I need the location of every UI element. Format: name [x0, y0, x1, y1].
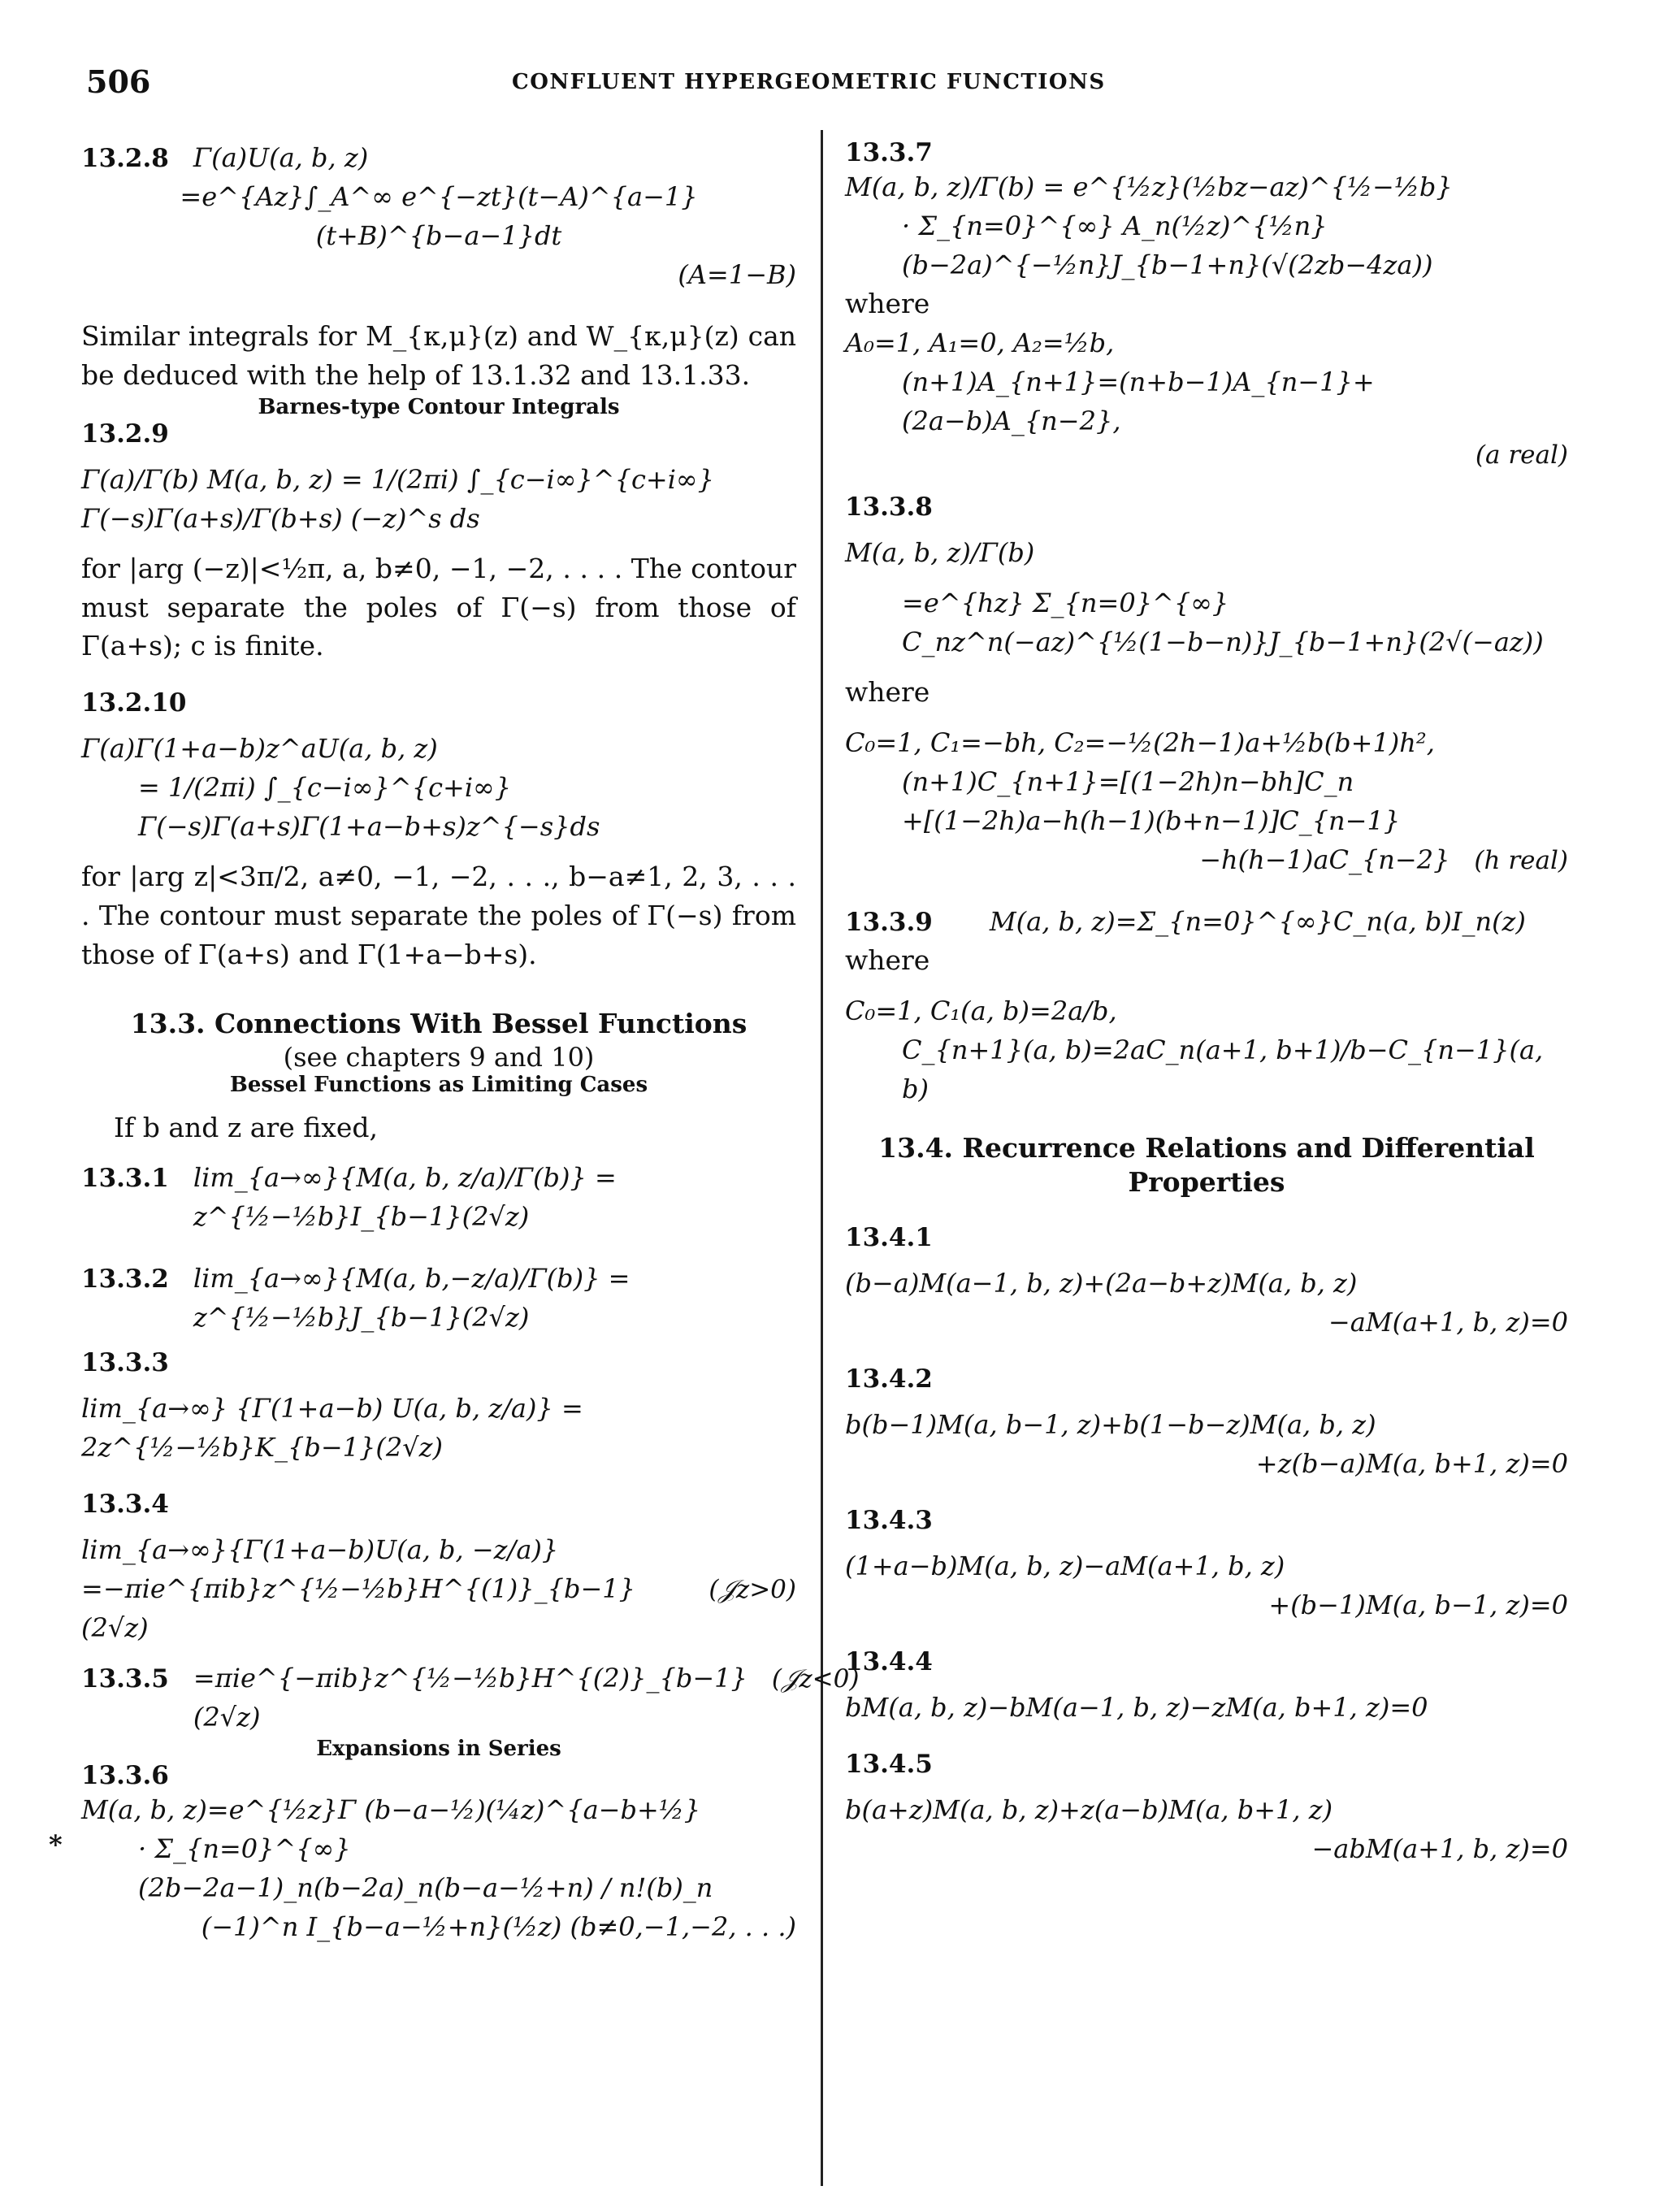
equation-number: 13.3.4 [81, 1490, 169, 1520]
paragraph: If b and z are fixed, [114, 1111, 379, 1143]
equation-line: C_{n+1}(a, b)=2aC_n(a+1, b+1)/b−C_{n−1}(a, b) [902, 1034, 1544, 1104]
equation-line: −abM(a+1, b, z)=0 [1311, 1833, 1568, 1865]
equation-number: 13.3.2 [81, 1264, 169, 1295]
equation-line: C₀=1, C₁=−bh, C₂=−½(2h−1)a+½b(b+1)h², [845, 726, 1435, 758]
subsection-heading: Bessel Functions as Limiting Cases [229, 1072, 648, 1097]
equation-line: −h(h−1)aC_{n−2} [1199, 844, 1450, 875]
where-label: where [845, 288, 930, 319]
equation-number: 13.4.5 [845, 1750, 933, 1780]
equation-line: A₀=1, A₁=0, A₂=½b, [845, 327, 1115, 358]
where-label: where [845, 675, 930, 708]
equation-13-3-2-row [81, 1259, 796, 1337]
equation-13-2-8-row [81, 138, 796, 177]
equation-line: +(b−1)M(a, b−1, z)=0 [1268, 1590, 1568, 1621]
subsection-heading: Barnes-type Contour Integrals [258, 394, 620, 419]
equation-row [845, 840, 1568, 879]
equation-13-3-5-row [81, 1659, 860, 1737]
equation-line: M(a, b, z)=e^{½z}Γ (b−a−½)(¼z)^{a−b+½} [81, 1794, 701, 1826]
equation-lhs: Γ(a)Γ(1+a−b)z^aU(a, b, z) [81, 733, 438, 765]
equation-line: C₀=1, C₁(a, b)=2a/b, [845, 995, 1117, 1026]
equation-condition: (𝒥z<0) [771, 1664, 860, 1694]
section-subtitle: (see chapters 9 and 10) [283, 1041, 595, 1073]
section-title: 13.3. Connections With Bessel Functions [130, 1007, 748, 1039]
equation-rhs: =e^{Az}∫_A^∞ e^{−zt}(t−A)^{a−1}(t+B)^{b−a−1}dt [180, 181, 698, 251]
equation-number: 13.3.1 [81, 1164, 169, 1194]
equation-number: 13.3.8 [845, 492, 933, 522]
equation-line: · Σ_{n=0}^{∞} A_n(½z)^{½n}(b−2a)^{−½n}J_{b−1+n}(√(2zb−4za)) [902, 210, 1433, 280]
paragraph: for |arg z|<3π/2, a≠0, −1, −2, . . ., b−a≠1, 2, 3, . . . . The contour must separate the poles of Γ(−s) from those of Γ(a+s) and Γ(1+a−b+s). [81, 861, 796, 970]
subsection-heading: Expansions in Series [316, 1737, 561, 1762]
equation-line: +z(b−a)M(a, b+1, z)=0 [1255, 1448, 1568, 1480]
equation-line: M(a, b, z)/Γ(b) = e^{½z}(½bz−az)^{½−½b} [845, 171, 1453, 202]
paragraph: Similar integrals for M_{κ,μ}(z) and W_{κ,μ}(z) can be deduced with the help of 13.1.32 and 13.1.33. [81, 320, 796, 391]
equation-13-3-9-row [845, 902, 1568, 941]
equation-formula: lim_{a→∞}{M(a, b,−z/a)/Γ(b)} = z^{½−½b}J_{b−1}(2√z) [193, 1263, 630, 1334]
equation-formula: lim_{a→∞}{M(a, b, z/a)/Γ(b)} = z^{½−½b}I_{b−1}(2√z) [193, 1162, 617, 1233]
equation-number: 13.4.1 [845, 1223, 933, 1253]
equation-rhs: =πie^{−πib}z^{½−½b}H^{(2)}_{b−1}(2√z) [193, 1663, 748, 1733]
paragraph: for |arg (−z)|<½π, a, b≠0, −1, −2, . . . . The contour must separate the poles of Γ(−s) from those of Γ(a+s); c is finite. [81, 552, 796, 662]
equation-condition: (A=1−B) [678, 259, 796, 290]
equation-number: 13.2.9 [81, 419, 169, 449]
equation-rhs-row [81, 1569, 796, 1647]
equation-formula: M(a, b, z)=Σ_{n=0}^{∞}C_n(a, b)I_n(z) [989, 905, 1526, 937]
equation-line: M(a, b, z)/Γ(b) [845, 536, 1035, 568]
equation-condition: (𝒥z>0) [708, 1575, 796, 1605]
equation-number: 13.2.8 [81, 144, 169, 173]
equation-number: 13.4.2 [845, 1364, 933, 1394]
equation-line: (n+1)C_{n+1}=[(1−2h)n−bh]C_n [902, 766, 1354, 797]
equation-condition: (h real) [1474, 845, 1568, 875]
equation-line: (n+1)A_{n+1}=(n+b−1)A_{n−1}+(2a−b)A_{n−2}, [902, 366, 1375, 436]
running-title: CONFLUENT HYPERGEOMETRIC FUNCTIONS [512, 70, 1106, 94]
equation-number: 13.4.4 [845, 1647, 933, 1677]
where-label: where [845, 943, 930, 976]
equation-line: −aM(a+1, b, z)=0 [1328, 1307, 1568, 1338]
left-column [49, 138, 860, 1946]
equation-line: b(a+z)M(a, b, z)+z(a−b)M(a, b+1, z) [845, 1794, 1333, 1826]
equation-number: 13.3.5 [81, 1664, 169, 1694]
equation-number: 13.3.3 [81, 1348, 169, 1378]
column-divider [821, 130, 823, 2186]
section-title: 13.4. Recurrence Relations and Differential Properties [878, 1131, 1535, 1199]
equation-line: · Σ_{n=0}^{∞} (2b−2a−1)_n(b−2a)_n(b−a−½+n) / n!(b)_n [138, 1833, 713, 1904]
equation-line: (−1)^n I_{b−a−½+n}(½z) (b≠0,−1,−2, . . .) [201, 1911, 796, 1943]
equation-rhs: =−πie^{πib}z^{½−½b}H^{(1)}_{b−1}(2√z) [81, 1573, 635, 1644]
page-number: 506 [86, 63, 151, 100]
equation-13-2-9: Γ(a)/Γ(b) M(a, b, z) = 1/(2πi) ∫_{c−i∞}^{c+i∞} Γ(−s)Γ(a+s)/Γ(b+s) (−z)^s ds [81, 463, 714, 534]
equation-rhs: = 1/(2πi) ∫_{c−i∞}^{c+i∞} Γ(−s)Γ(a+s)Γ(1+a−b+s)z^{−s}ds [138, 772, 600, 843]
equation-line: (1+a−b)M(a, b, z)−aM(a+1, b, z) [845, 1551, 1285, 1582]
equation-number: 13.3.6 [81, 1761, 169, 1791]
equation-number: 13.3.7 [845, 138, 933, 167]
right-column [845, 138, 1568, 1868]
equation-condition: (a real) [1475, 440, 1568, 470]
equation-formula: lim_{a→∞} {Γ(1+a−b) U(a, b, z/a)} = 2z^{½−½b}K_{b−1}(2√z) [81, 1393, 583, 1464]
equation-line: =e^{hz} Σ_{n=0}^{∞} C_nz^n(−az)^{½(1−b−n)}J_{b−1+n}(2√(−az)) [902, 587, 1544, 657]
equation-number: 13.2.10 [81, 688, 187, 718]
equation-number: 13.4.3 [845, 1506, 933, 1536]
equation-line: b(b−1)M(a, b−1, z)+b(1−b−z)M(a, b, z) [845, 1409, 1376, 1441]
equation-13-3-1-row [81, 1158, 796, 1236]
equation-line: (b−a)M(a−1, b, z)+(2a−b+z)M(a, b, z) [845, 1268, 1358, 1299]
equation-line: +[(1−2h)a−h(h−1)(b+n−1)]C_{n−1} [902, 805, 1401, 836]
equation-lhs: lim_{a→∞}{Γ(1+a−b)U(a, b, −z/a)} [81, 1534, 559, 1566]
asterisk-mark: * [49, 1829, 63, 1861]
equation-number: 13.3.9 [845, 907, 933, 937]
equation-lhs: Γ(a)U(a, b, z) [193, 142, 369, 173]
equation-line: bM(a, b, z)−bM(a−1, b, z)−zM(a, b+1, z)=0 [845, 1692, 1428, 1724]
